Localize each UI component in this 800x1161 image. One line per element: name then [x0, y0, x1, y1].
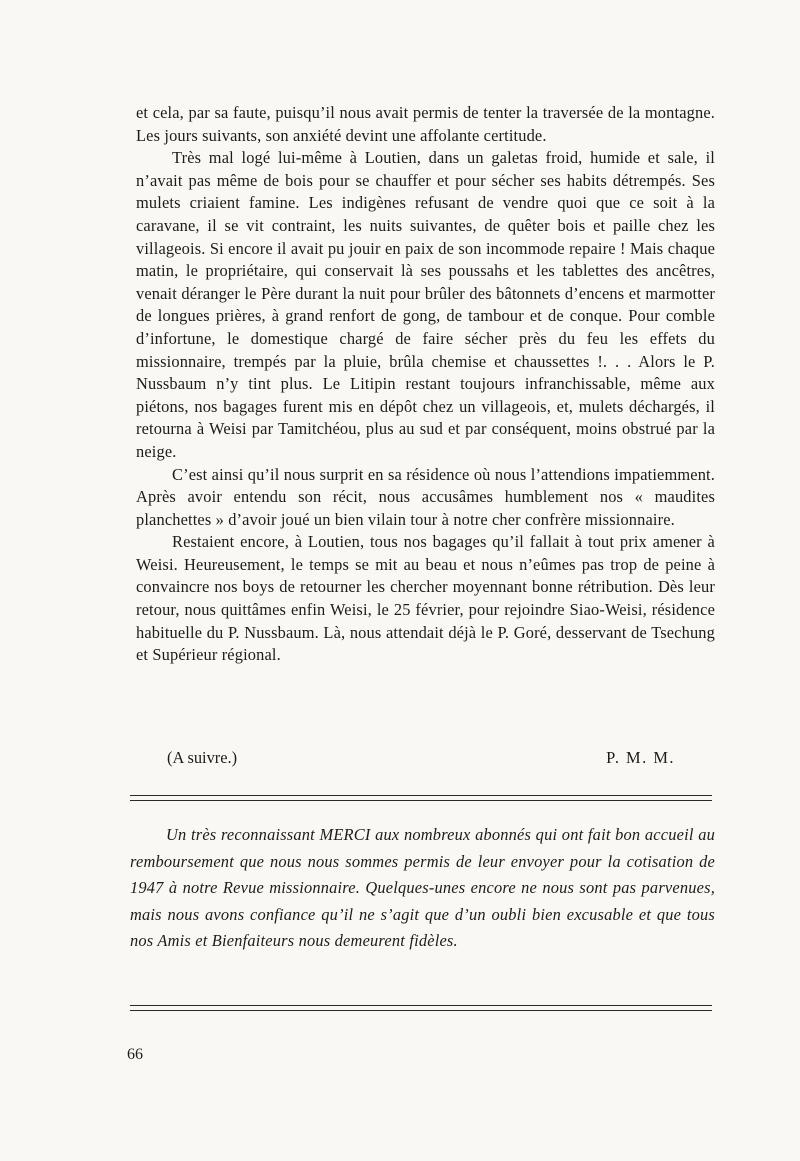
thank-you-notice — [130, 822, 715, 955]
paragraph-bagages: Restaient encore, à Loutien, tous nos bagages qu’il fallait à tout prix amener à Weisi. Heureusement, le temps se mit au beau et nous n’eûmes pas trop de peine à convaincre nos boys de retourner les chercher moyennant bonne rétribution. Dès leur retour, nous quittâmes enfin Weisi, le 25 février, pour rejoindre Siao-Weisi, résidence habituelle du P. Nussbaum. Là, nous attendait déjà le P. Goré, desservant de Tsechung et Supérieur régional. — [136, 532, 715, 665]
article-closing — [136, 748, 715, 772]
to-be-continued: (A suivre.) — [167, 748, 238, 767]
double-rule-top — [130, 795, 712, 801]
paragraph-continued: et cela, par sa faute, puisqu’il nous avait permis de tenter la traversée de la montagne. Les jours suivants, son anxiété devint une affolante certitude. — [136, 103, 715, 145]
article-body — [136, 102, 715, 667]
page-number: 66 — [127, 1046, 143, 1063]
paragraph-loutien: Très mal logé lui-même à Loutien, dans un galetas froid, humide et sale, il n’avait pas même de bois pour se chauffer et pour sécher ses habits détrempés. Ses mulets criaient famine. Les indigènes refusant de vendre quoi que ce soit à la caravane, il se vit contraint, les nuits suivantes, de quêter bois et paille chez les villageois. Si encore il avait pu jouir en paix de son incommode repaire ! Mais chaque matin, le propriétaire, qui conservait là ses poussahs et les tablettes des ancêtres, venait déranger le Père durant la nuit pour brûler des bâtonnets d’encens et marmotter de longues prières, à grand renfort de gong, de tambour et de conque. Pour comble d’infortune, le domestique chargé de faire sécher près du feu les effets du missionnaire, trempés par la pluie, brûla chemise et chaussettes !. . . Alors le P. Nussbaum n’y tint plus. Le Litipin restant toujours infranchissable, même aux piétons, nos bagages furent mis en dépôt chez un villageois, et, mulets déchargés, il retourna à Weisi par Tamitchéou, plus au sud et par conséquent, moins obstrué par la neige. — [136, 148, 715, 461]
notice-text: Un très reconnaissant MERCI aux nombreux abonnés qui ont fait bon accueil au remboursement que nous nous sommes permis de leur envoyer pour la cotisation de 1947 à notre Revue missionnaire. Quelques-unes encore ne nous sont pas parvenues, mais nous avons confiance qu’il ne s’agit que d’un oubli bien excusable et que tous nos Amis et Bienfaiteurs nous demeurent fidèles. — [130, 825, 715, 951]
author-signature: P. M. M. — [606, 748, 675, 767]
double-rule-bottom — [130, 1005, 712, 1011]
paragraph-residence: C’est ainsi qu’il nous surprit en sa résidence où nous l’attendions impatiemment. Après avoir entendu son récit, nous accusâmes humblement nos « maudites planchettes » d’avoir joué un bien vilain tour à notre cher confrère missionnaire. — [136, 464, 715, 529]
